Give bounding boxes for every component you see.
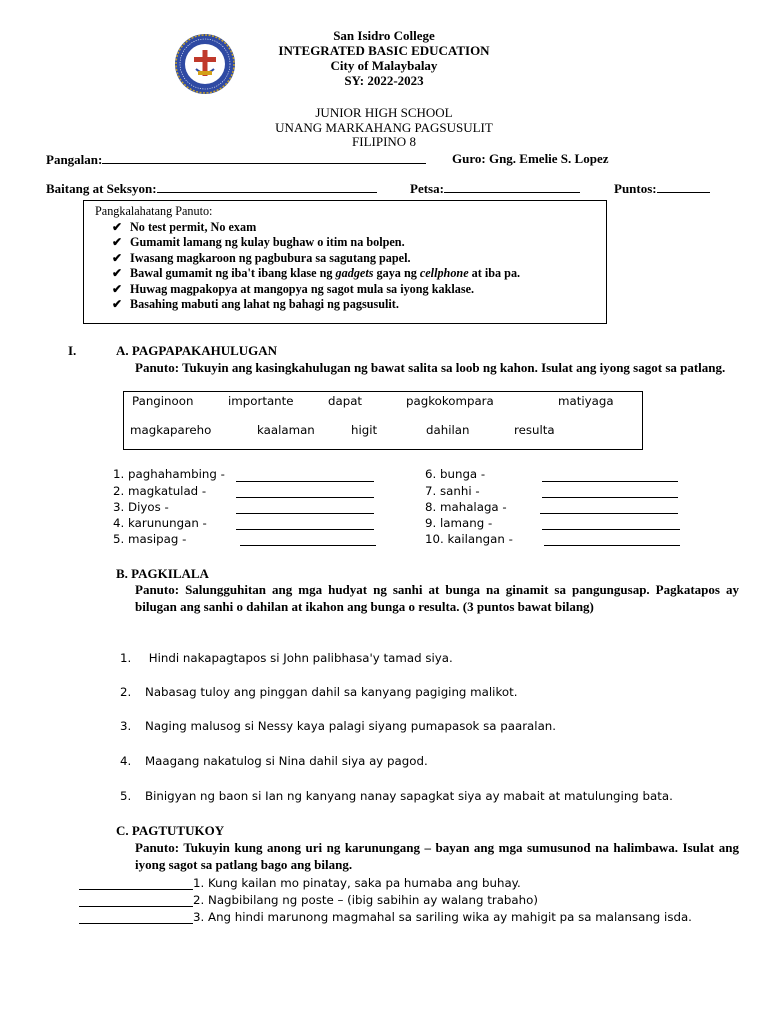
grade-row	[46, 180, 377, 197]
subject-title: FILIPINO 8	[352, 134, 416, 149]
score-row	[614, 180, 710, 197]
instruction-item: ✔ Huwag magpakopya at mangopya ng sagot mula sa iyong kaklase.	[112, 281, 475, 296]
check-icon: ✔	[112, 235, 123, 250]
answer-blank[interactable]	[540, 513, 678, 514]
part-c-instruction: Panuto: Tukuyin kung anong uri ng karunungang – bayan ang mga sumusunod na halimbawa. Isulat ang iyong sagot sa patlang bago ang bilang.	[135, 840, 739, 872]
name-row	[46, 151, 426, 168]
school-year: SY: 2022-2023	[344, 73, 424, 88]
word-bank-item: Panginoon	[132, 394, 194, 408]
word-bank-item: matiyaga	[558, 394, 614, 408]
list-item: 8. mahalaga -	[425, 500, 507, 514]
part-a-title: A. PAGPAPAKAHULUGAN	[116, 343, 278, 358]
list-item: 3. Diyos -	[113, 500, 169, 514]
word-bank-item: dapat	[328, 394, 363, 408]
instruction-item: ✔ No test permit, No exam	[112, 220, 257, 234]
word-bank-item: magkapareho	[130, 423, 212, 437]
instruction-item: ✔ Basahing mabuti ang lahat ng bahagi ng pagsusulit.	[112, 297, 399, 312]
date-field[interactable]	[444, 180, 580, 193]
answer-blank[interactable]	[542, 529, 680, 530]
answer-blank[interactable]	[542, 497, 678, 498]
word-bank-box	[123, 391, 643, 450]
name-label: Pangalan:	[46, 152, 103, 167]
word-bank-item: dahilan	[426, 423, 470, 437]
school-header	[0, 28, 768, 88]
list-item: 4. karunungan -	[113, 516, 207, 530]
part-c-title: C. PAGTUTUKOY	[116, 823, 225, 838]
city-name: City of Malaybalay	[330, 58, 438, 73]
list-item: 1. paghahambing -	[113, 467, 225, 481]
instruction-item: ✔ Gumamit lamang ng kulay bughaw o itim na bolpen.	[112, 235, 405, 250]
list-item: 1. Kung kailan mo pinatay, saka pa humaba ang buhay.	[193, 876, 521, 890]
sentence-item: 1. Hindi nakapagtapos si John palibhasa'y tamad siya.	[120, 651, 453, 665]
general-instructions-box	[83, 200, 607, 324]
list-item: 7. sanhi -	[425, 484, 480, 498]
answer-blank[interactable]	[79, 906, 193, 907]
school-level: JUNIOR HIGH SCHOOL	[315, 105, 453, 120]
date-row	[410, 180, 580, 197]
score-label: Puntos:	[614, 181, 657, 196]
name-field[interactable]	[102, 151, 426, 164]
check-icon: ✔	[112, 297, 123, 312]
word-bank-item: resulta	[514, 423, 555, 437]
answer-blank[interactable]	[79, 923, 193, 924]
school-name: San Isidro College	[333, 28, 435, 43]
answer-blank[interactable]	[236, 513, 374, 514]
check-icon: ✔	[112, 220, 123, 234]
list-item: 3. Ang hindi marunong magmahal sa sariling wika ay mahigit pa sa malansang isda.	[193, 910, 692, 924]
instruction-item: ✔ Bawal gumamit ng iba't ibang klase ng gadgets gaya ng cellphone at iba pa.	[112, 266, 521, 281]
word-bank-item: higit	[351, 423, 378, 437]
exam-title: UNANG MARKAHANG PAGSUSULIT	[275, 119, 493, 135]
grade-label: Baitang at Seksyon:	[46, 181, 157, 196]
grade-field[interactable]	[157, 180, 377, 193]
answer-blank[interactable]	[236, 529, 374, 530]
part-b-instruction: Panuto: Salungguhitan ang mga hudyat ng sanhi at bunga na ginamit sa pangungusap. Pagkatapos ay bilugan ang sanhi o dahilan at ikahon ang bunga o resulta. (3 puntos bawat bilang)	[135, 582, 739, 614]
answer-blank[interactable]	[240, 545, 376, 546]
list-item: 2. magkatulad -	[113, 484, 207, 498]
answer-blank[interactable]	[236, 481, 374, 482]
list-item: 6. bunga -	[425, 467, 486, 481]
check-icon: ✔	[112, 281, 123, 296]
word-bank-item: importante	[228, 394, 294, 408]
answer-blank[interactable]	[542, 481, 678, 482]
answer-blank[interactable]	[236, 497, 374, 498]
instructions-title: Pangkalahatang Panuto:	[95, 204, 213, 218]
list-item: 2. Nagbibilang ng poste – (ibig sabihin ay walang trabaho)	[193, 893, 538, 907]
sentence-item: 2. Nabasag tuloy ang pinggan dahil sa kanyang pagiging malikot.	[120, 685, 518, 699]
check-icon: ✔	[112, 250, 123, 265]
teacher-label: Guro: Gng. Emelie S. Lopez	[452, 151, 609, 166]
check-icon: ✔	[112, 266, 123, 281]
part-b-title: B. PAGKILALA	[116, 566, 209, 581]
list-item: 5. masipag -	[113, 532, 187, 546]
word-bank-item: pagkokompara	[406, 394, 494, 408]
list-item: 10. kailangan -	[425, 532, 513, 546]
answer-blank[interactable]	[79, 889, 193, 890]
list-item: 9. lamang -	[425, 516, 493, 530]
part-a-instruction: Panuto: Tukuyin ang kasingkahulugan ng bawat salita sa loob ng kahon. Isulat ang iyong sagot sa patlang.	[135, 360, 726, 375]
exam-header	[0, 106, 768, 150]
score-field[interactable]	[657, 180, 710, 193]
instruction-item: ✔ Iwasang magkaroon ng pagbubura sa sagutang papel.	[112, 250, 411, 265]
date-label: Petsa:	[410, 181, 444, 196]
sentence-item: 4. Maagang nakatulog si Nina dahil siya ay pagod.	[120, 754, 428, 768]
sentence-item: 5. Binigyan ng baon si Ian ng kanyang nanay sapagkat siya ay mabait at matulunging bata.	[120, 789, 673, 803]
sentence-item: 3. Naging malusog si Nessy kaya palagi siyang pumapasok sa paaralan.	[120, 719, 557, 733]
instructions-list	[112, 220, 520, 312]
word-bank-item: kaalaman	[257, 423, 315, 437]
section-number: I.	[68, 343, 77, 358]
department-name: INTEGRATED BASIC EDUCATION	[278, 43, 490, 58]
answer-blank[interactable]	[544, 545, 680, 546]
